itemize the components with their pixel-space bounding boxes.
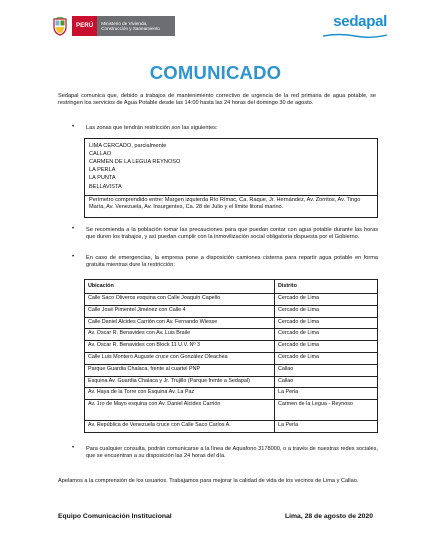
- column-header-district: Distrito: [275, 280, 378, 294]
- district-cell: Callao: [275, 376, 378, 388]
- closing-paragraph: Apelamos a la comprensión de los usuarios. Trabajamos para mejorar la calidad de vida de los vecinos de Lima y Callao.: [58, 478, 359, 484]
- bullet-emergency-text: En caso de emergencias, la empresa pone a disposición camiones cisterna para repartir agua potable en forma gratuita mientras dure la restricción:: [86, 255, 378, 269]
- intro-paragraph: Sedapal comunica que, debido a trabajos de mantenimiento correctivo de urgencia de la red primaria de agua potable, se restringen los servicios de Agua Potable desde las 14:00 hasta las 24 horas del domingo 30 de agosto.: [58, 93, 376, 107]
- government-header: [52, 16, 175, 36]
- district-cell: La Perla: [275, 388, 378, 400]
- location-cell: Calle Daniel Alcides Carrión con Av. Fernando Wiesse: [85, 317, 275, 329]
- logo-wave-icon: [323, 33, 387, 38]
- location-cell: Av. Oscar R. Benavides con Av. Luis Braile: [85, 329, 275, 341]
- district-cell: Cercado de Lima: [275, 341, 378, 353]
- location-cell: Av. Oscar R. Benavides con Block 11 U.V. Nº 3: [85, 341, 275, 353]
- district-cell: Cercado de Lima: [275, 294, 378, 306]
- bullet-zones-text: Las zonas que tendrán restricción son las siguientes:: [86, 125, 218, 131]
- location-cell: Calle Saco Oliveros esquina con Calle Joaquín Capello: [85, 294, 275, 306]
- district-cell: Cercado de Lima: [275, 329, 378, 341]
- bullet-icon: •: [72, 254, 75, 260]
- peru-label: PERÚ: [72, 16, 97, 36]
- table-row: [85, 352, 378, 364]
- table-row: [85, 421, 378, 433]
- location-cell: Av. 1ro de Mayo esquina con Av. Daniel Alcides Carrión: [85, 400, 275, 421]
- sedapal-logo: [323, 12, 387, 38]
- district-cell: Cercado de Lima: [275, 305, 378, 317]
- distribution-table: [84, 279, 378, 433]
- column-header-location: Ubicación: [85, 280, 275, 294]
- ministry-label: Ministerio de Vivienda, Construcción y Saneamiento: [97, 16, 175, 36]
- signature-place-date: Lima, 28 de agosto de 2020: [284, 513, 373, 520]
- table-header-row: [85, 280, 378, 294]
- location-cell: Calle José Pimentel Jiménez con Calle 4: [85, 305, 275, 317]
- table-row: [85, 388, 378, 400]
- district-cell: Carmen de la Legua - Reynoso: [275, 400, 378, 421]
- logo-text: sedapal: [333, 13, 387, 30]
- bullet-icon: •: [72, 445, 75, 451]
- table-row: [85, 317, 378, 329]
- table-row: [85, 376, 378, 388]
- district-cell: Cercado de Lima: [275, 317, 378, 329]
- table-row: [85, 341, 378, 353]
- location-cell: Av. Haya de la Torre con Esquina Av. La Paz: [85, 388, 275, 400]
- coat-of-arms-icon: [52, 16, 68, 36]
- location-cell: Esquina Av. Guardia Chalaca y Jr. Trujillo (Parque frente a Sedapal): [85, 376, 275, 388]
- bullet-icon: •: [72, 124, 75, 130]
- zone-item: CARMEN DE LA LEGUA REYNOSO: [89, 159, 181, 166]
- zones-perimeter: Perímetro comprendido entre: Margen izquierda Río Rímac, Ca. Raque, Jr. Hernández, Av. Zorritos, Av. Tingo María, Av. Venezuela, Av. Insurgentes, Ca. 28 de Julio y el límite litoral marino.: [89, 197, 361, 211]
- bullet-contact-text: Para cualquier consulta, podrán comunicarse a la línea de Aquafono 3178000, o a través de nuestras redes sociales, que se encuentran a su disposición las 24 horas del día.: [86, 446, 378, 460]
- zone-item: LA PERLA: [89, 167, 116, 174]
- zone-item: LA PUNTA: [89, 175, 116, 182]
- bullet-icon: •: [72, 226, 75, 232]
- table-row: [85, 400, 378, 421]
- table-row: [85, 305, 378, 317]
- location-cell: Parque Guardia Chalaca, frente al cuartel PNP: [85, 364, 275, 376]
- bullet-recommendation-text: Se recomienda a la población tomar las precauciones para que puedan contar con agua potable durante las horas que duren los trabajos, y así puedan cumplir con la inmovilización social obligatoria dispuesta por el Gobierno.: [86, 227, 378, 241]
- location-cell: Calle Luis Montero Auguste cruce con González Oleachea: [85, 352, 275, 364]
- table-row: [85, 294, 378, 306]
- table-row: [85, 329, 378, 341]
- zones-divider: [85, 195, 377, 196]
- signature-team: Equipo Comunicación Institucional: [58, 513, 172, 520]
- district-cell: La Perla: [275, 421, 378, 433]
- district-cell: Cercado de Lima: [275, 352, 378, 364]
- district-cell: Callao: [275, 364, 378, 376]
- location-cell: Av. República de Venezuela cruce con Calle Saco Carlos A.: [85, 421, 275, 433]
- zone-item: CALLAO: [89, 151, 112, 158]
- zones-box: [84, 138, 378, 218]
- table-row: [85, 364, 378, 376]
- zone-item: BELLAVISTA: [89, 183, 122, 190]
- page-title: COMUNICADO: [149, 62, 282, 83]
- zones-list: [89, 142, 180, 191]
- zone-item: LIMA CERCADO, parcialmente: [89, 143, 167, 149]
